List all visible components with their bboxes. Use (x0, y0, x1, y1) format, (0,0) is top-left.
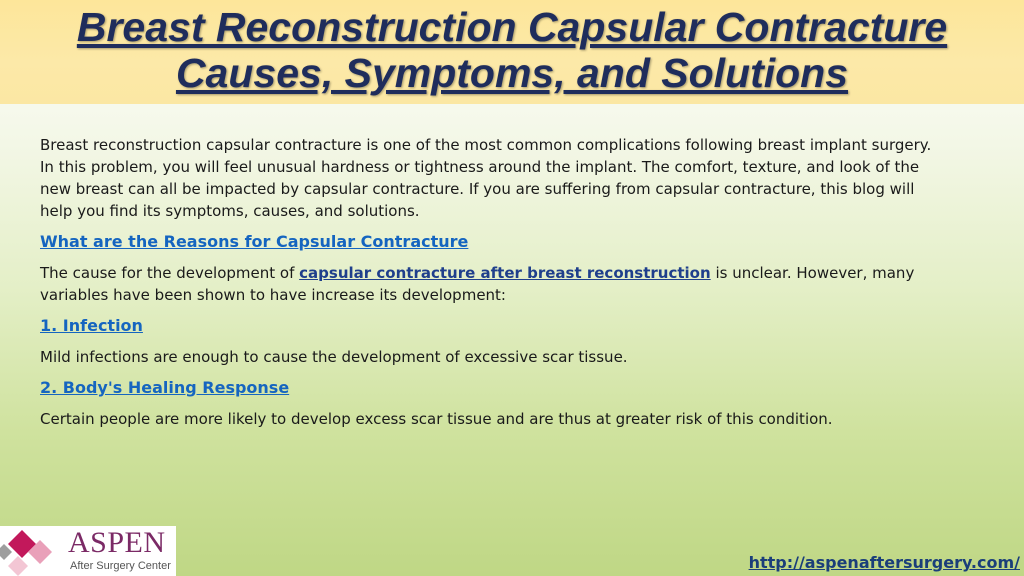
healing-response-text: Certain people are more likely to develop excess scar tissue and are thus at greater risk of this condition. (40, 410, 833, 428)
diamond-logo-icon (0, 526, 68, 576)
title-banner (0, 0, 1024, 104)
logo-subtitle: After Surgery Center (70, 560, 171, 572)
healing-response-heading-link[interactable]: 2. Body's Healing Response (40, 378, 290, 397)
title-line-2: Causes, Symptoms, and Solutions (175, 50, 849, 96)
reasons-paragraph (40, 262, 940, 306)
capsular-contracture-link[interactable]: capsular contracture after breast reconstruction (299, 264, 711, 282)
logo-brand: ASPEN (68, 526, 166, 559)
page-title (0, 0, 1024, 96)
infection-text: Mild infections are enough to cause the development of excessive scar tissue. (40, 348, 628, 366)
reasons-heading-link[interactable]: What are the Reasons for Capsular Contracture (40, 232, 469, 251)
title-line-1: Breast Reconstruction Capsular Contracture (76, 4, 948, 50)
intro-paragraph: Breast reconstruction capsular contracture is one of the most common complications following breast implant surgery. In this problem, you will feel unusual hardness or tightness around the implant. The comfort, texture, and look of the new breast can all be impacted by capsular contracture. If you are suffering from capsular contracture, this blog will help you find its symptoms, causes, and solutions. (40, 136, 932, 220)
infection-heading-link[interactable]: 1. Infection (40, 316, 143, 335)
reasons-text-after: is unclear. However, many variables have been shown to have increase its development: (40, 264, 915, 304)
article-body (40, 134, 940, 439)
aspen-logo (0, 526, 176, 576)
reasons-text-before: The cause for the development of (40, 264, 300, 282)
website-link[interactable]: http://aspenaftersurgery.com/ (748, 553, 1020, 572)
